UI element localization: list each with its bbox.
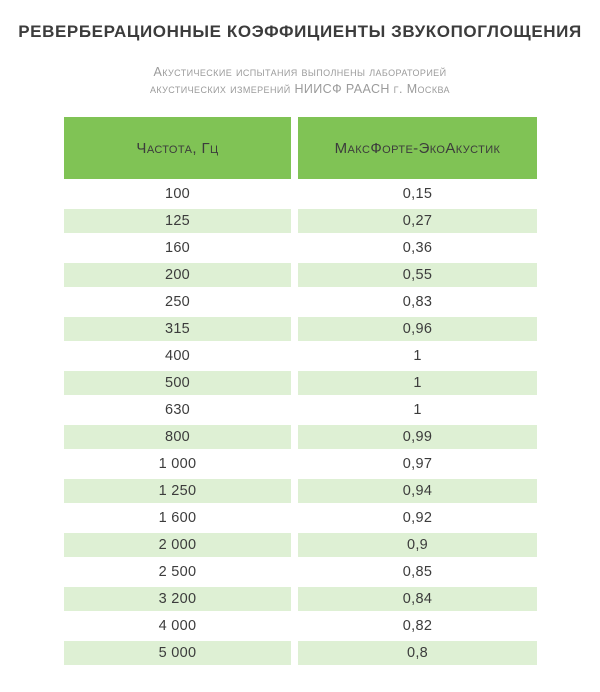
table-row	[64, 236, 537, 260]
page-title: РЕВЕРБЕРАЦИОННЫЕ КОЭФФИЦИЕНТЫ ЗВУКОПОГЛОЩЕНИЯ	[18, 22, 582, 41]
table-row	[64, 533, 537, 557]
table-row	[64, 506, 537, 530]
coefficient-cell: 0,15	[298, 182, 537, 206]
table-row	[64, 479, 537, 503]
coefficient-cell: 0,84	[298, 587, 537, 611]
coefficient-cell: 1	[298, 344, 537, 368]
table-row	[64, 290, 537, 314]
coefficient-cell: 0,82	[298, 614, 537, 638]
table-row	[64, 641, 537, 665]
frequency-cell: 630	[64, 398, 291, 422]
frequency-cell: 250	[64, 290, 291, 314]
subtitle-line-2: акустических измерений НИИСФ РААСН г. Москва	[150, 82, 450, 96]
subtitle-line-1: Акустические испытания выполнены лабораторией	[153, 65, 447, 79]
table-row	[64, 317, 537, 341]
frequency-cell: 4 000	[64, 614, 291, 638]
frequency-cell: 500	[64, 371, 291, 395]
page	[0, 21, 600, 692]
frequency-cell: 125	[64, 209, 291, 233]
table-row	[64, 452, 537, 476]
table-row	[64, 371, 537, 395]
table-header-row	[64, 117, 537, 179]
table-row	[64, 344, 537, 368]
table-body	[64, 182, 537, 665]
table-row	[64, 425, 537, 449]
coefficient-cell: 1	[298, 371, 537, 395]
frequency-cell: 800	[64, 425, 291, 449]
coefficient-cell: 0,97	[298, 452, 537, 476]
table-row	[64, 209, 537, 233]
table-row	[64, 182, 537, 206]
subtitle	[30, 64, 570, 98]
table-row	[64, 560, 537, 584]
coefficient-cell: 0,96	[298, 317, 537, 341]
coefficient-cell: 0,94	[298, 479, 537, 503]
coefficient-cell: 0,36	[298, 236, 537, 260]
frequency-cell: 315	[64, 317, 291, 341]
frequency-cell: 200	[64, 263, 291, 287]
frequency-cell: 1 000	[64, 452, 291, 476]
coefficient-cell: 0,92	[298, 506, 537, 530]
frequency-cell: 1 600	[64, 506, 291, 530]
column-header-product: МаксФорте-ЭкоАкустик	[298, 117, 537, 179]
frequency-cell: 5 000	[64, 641, 291, 665]
coefficient-cell: 0,99	[298, 425, 537, 449]
frequency-cell: 1 250	[64, 479, 291, 503]
column-header-frequency: Частота, Гц	[64, 117, 291, 179]
coefficient-cell: 0,85	[298, 560, 537, 584]
absorption-coefficients-table	[64, 117, 537, 665]
coefficient-cell: 0,9	[298, 533, 537, 557]
coefficient-cell: 1	[298, 398, 537, 422]
table-row	[64, 398, 537, 422]
frequency-cell: 100	[64, 182, 291, 206]
frequency-cell: 2 500	[64, 560, 291, 584]
table-row	[64, 263, 537, 287]
coefficient-cell: 0,8	[298, 641, 537, 665]
coefficient-cell: 0,27	[298, 209, 537, 233]
frequency-cell: 3 200	[64, 587, 291, 611]
frequency-cell: 160	[64, 236, 291, 260]
coefficient-cell: 0,55	[298, 263, 537, 287]
table-row	[64, 587, 537, 611]
coefficient-cell: 0,83	[298, 290, 537, 314]
frequency-cell: 2 000	[64, 533, 291, 557]
frequency-cell: 400	[64, 344, 291, 368]
table-row	[64, 614, 537, 638]
